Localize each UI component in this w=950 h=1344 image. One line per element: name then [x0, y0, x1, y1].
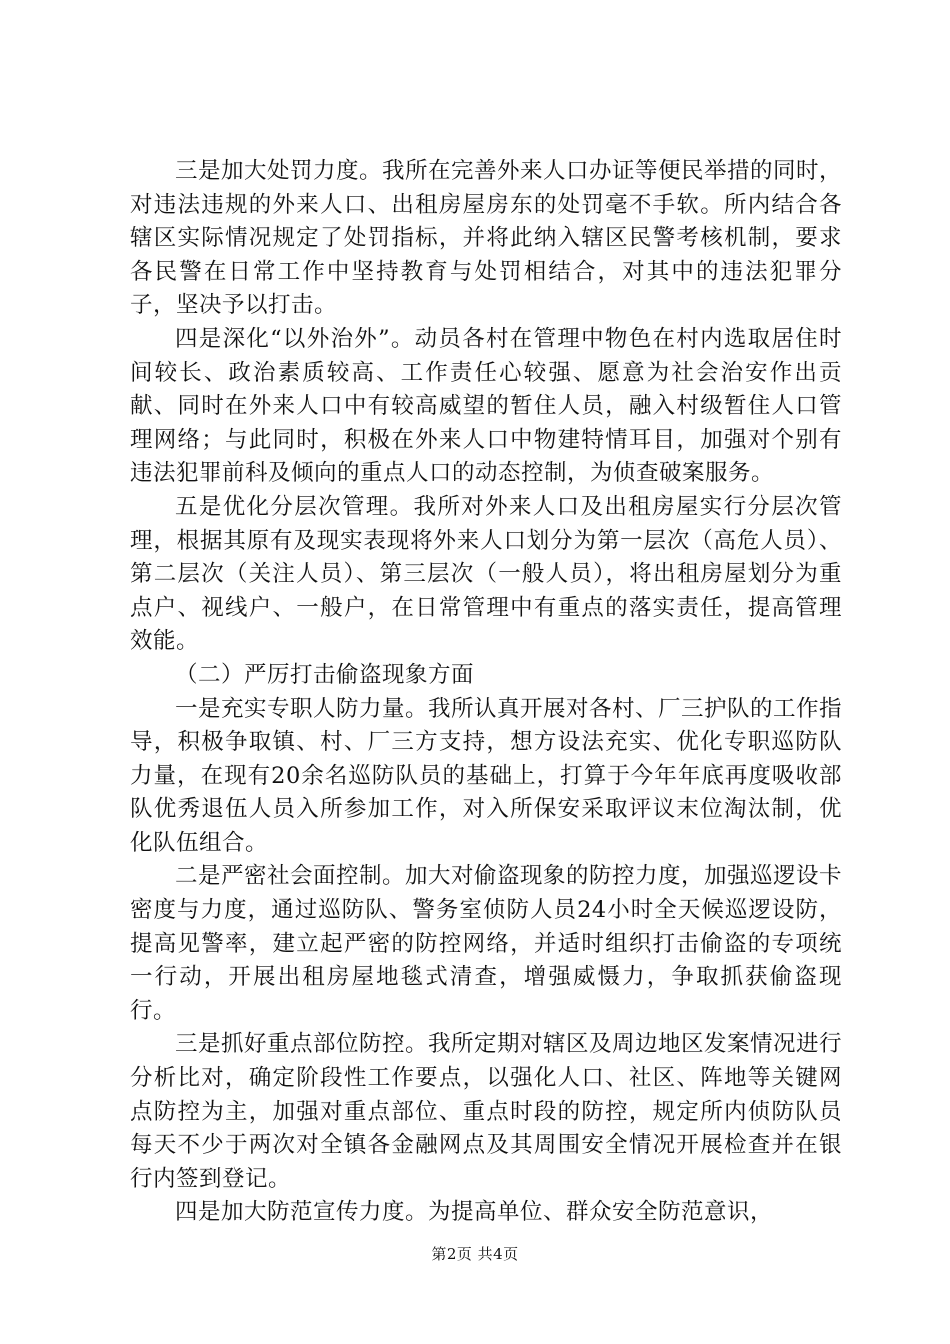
document-body: [130, 155, 842, 1230]
paragraph-migrant-self-management: 四是深化“以外治外”。动员各村在管理中物色在村内选取居住时间较长、政治素质较高、工作责任心较强、愿意为社会治安作出贡献、同时在外来人口中有较高威望的暂住人员，融入村级暂住人口管理网络；与此同时，积极在外来人口中物建特情耳目，加强对个别有违法犯罪前科及倾向的重点人口的动态控制，为侦查破案服务。: [130, 325, 842, 487]
paragraph-tiered-management: 五是优化分层次管理。我所对外来人口及出租房屋实行分层次管理，根据其原有及现实表现将外来人口划分为第一层次（高危人员）、第二层次（关注人员）、第三层次（一般人员），将出租房屋划分为重点户、视线户、一般户，在日常管理中有重点的落实责任，提高管理效能。: [130, 493, 842, 655]
paragraph-public-area-control: 二是严密社会面控制。加大对偷盗现象的防控力度，加强巡逻设卡密度与力度，通过巡防队、警务室侦防人员24小时全天候巡逻设防，提高见警率，建立起严密的防控网络，并适时组织打击偷盗的专项统一行动，开展出租房屋地毯式清查，增强威慑力，争取抓获偷盗现行。: [130, 863, 843, 1024]
section-heading-theft-crackdown: （二）严厉打击偷盗现象方面: [175, 661, 475, 688]
paragraph-prevention-publicity: 四是加大防范宣传力度。为提高单位、群众安全防范意识，: [175, 1199, 774, 1226]
page-number-footer: 第2页 共4页: [431, 1245, 519, 1263]
paragraph-patrol-force: 一是充实专职人防力量。我所认真开展对各村、厂三护队的工作指导，积极争取镇、村、厂三方支持，想方设法充实、优化专职巡防队力量，在现有20余名巡防队员的基础上，打算于今年年底再度吸收部队优秀退伍人员入所参加工作，对入所保安采取评议末位淘汰制，优化队伍组合。: [130, 695, 843, 856]
paragraph-key-site-control: 三是抓好重点部位防控。我所定期对辖区及周边地区发案情况进行分析比对，确定阶段性工作要点，以强化人口、社区、阵地等关键网点防控为主，加强对重点部位、重点时段的防控，规定所内侦防队员每天不少于两次对全镇各金融网点及其周围安全情况开展检查并在银行内签到登记。: [130, 1031, 843, 1192]
paragraph-penalty-enforcement: 三是加大处罚力度。我所在完善外来人口办证等便民举措的同时，对违法违规的外来人口、出租房屋房东的处罚毫不手软。所内结合各辖区实际情况规定了处罚指标，并将此纳入辖区民警考核机制，要求各民警在日常工作中坚持教育与处罚相结合，对其中的违法犯罪分子，坚决予以打击。: [130, 158, 843, 319]
